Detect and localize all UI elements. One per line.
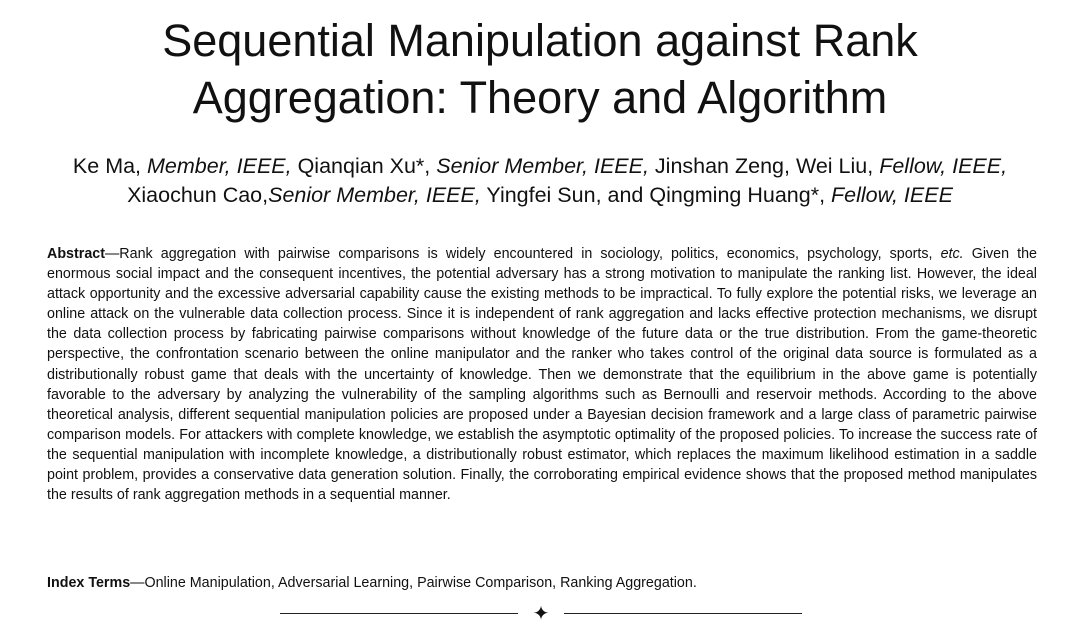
four-point-star-icon: ✦ [532,603,550,625]
author-segment: Qianqian Xu*, [291,154,437,178]
author-segment: Ke Ma, [72,154,148,178]
author-segment: Yingfei Sun, and Qingming Huang*, [480,183,832,207]
author-segment: Xiaochun Cao, [127,183,269,207]
author-segment: Member, IEEE, [147,154,292,178]
index-terms-text: —Online Manipulation, Adversarial Learning, Pairwise Comparison, Ranking Aggregation. [130,575,697,591]
index-terms [47,573,1037,593]
section-divider [280,603,802,625]
abstract-text-part-2: Given the enormous social impact and the consequent incentives, the potential adversary has a strong motivation to manipulate the ranking list. However, the ideal attack opportunity and the excessive adversarial capability cause the existing methods to be impractical. To fully explore the potential risks, we leverage an online attack on the vulnerable data collection process. Since it is independent of rank aggregation and lacks effective protection mechanisms, we disrupt the data collection process by fabricating pairwise comparisons without knowledge of the future data or the true distribution. From the game-theoretic perspective, the confrontation scenario between the online manipulator and the ranker who takes control of the original data source is formulated as a distributionally robust game that deals with the uncertainty of knowledge. Then we demonstrate that the equilibrium in the above game is potentially favorable to the adversary by analyzing the vulnerability of the sampling algorithms such as Bernoulli and reservoir methods. According to the above theoretical analysis, different sequential manipulation policies are proposed under a Bayesian decision framework and a large class of parametric pairwise comparison models. For attackers with complete knowledge, we establish the asymptotic optimality of the proposed policies. To increase the success rate of the sequential manipulation with incomplete knowledge, a distributionally robust estimator, which replaces the maximum likelihood estimation in a saddle point problem, provides a conservative data generation solution. Finally, the corroborating empirical evidence shows that the proposed method manipulates the results of rank aggregation methods in a sequential manner. [47,246,1037,504]
abstract-dash: — [105,246,120,262]
abstract-text-part-1: Rank aggregation with pairwise comparisons is widely encountered in sociology, politics, economics, psychology, sports, [119,246,941,262]
paper-title [0,0,1080,126]
author-segment: Fellow, IEEE [831,183,953,207]
author-segment: Jinshan Zeng, Wei Liu, [648,154,880,178]
divider-rule-left [280,613,518,614]
title-line-2: Aggregation: Theory and Algorithm [192,72,888,123]
abstract-etc: etc. [940,246,964,262]
author-segment: Senior Member, IEEE, [436,154,649,178]
author-segment: Senior Member, IEEE, [268,183,481,207]
author-line-1 [0,152,1080,181]
author-list [0,152,1080,210]
divider-rule-right [564,613,802,614]
author-line-2 [0,181,1080,210]
abstract-label: Abstract [47,246,105,262]
author-segment: Fellow, IEEE, [879,154,1008,178]
abstract-paragraph [47,244,1037,505]
index-terms-label: Index Terms [47,575,131,591]
title-line-1: Sequential Manipulation against Rank [162,15,918,66]
